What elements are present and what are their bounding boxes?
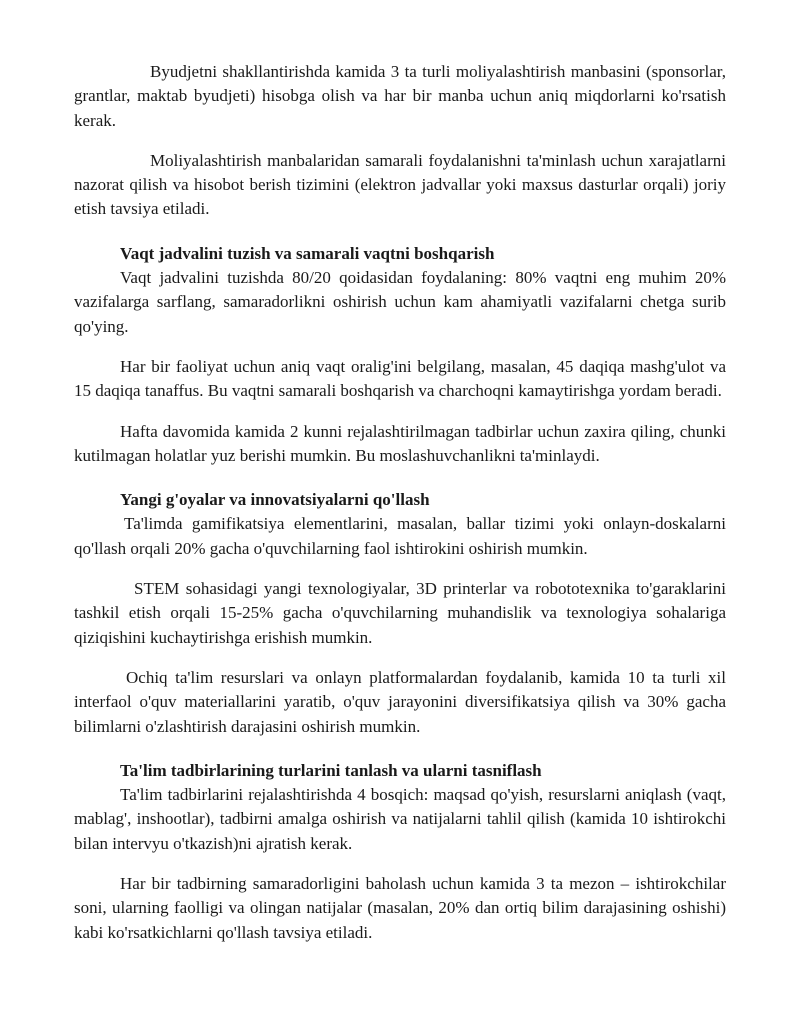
paragraph: Vaqt jadvalini tuzishda 80/20 qoidasidan foydalaning: 80% vaqtni eng muhim 20% vazifalarga sarflang, samaradorlikni oshirish uchun kam ahamiyatli vazifalarni chetga surib qo'ying.: [74, 268, 726, 336]
paragraph-budget-control: Moliyalashtirish manbalaridan samarali foydalanishni ta'minlash uchun xarajatlarni nazorat qilish va hisobot berish tizimini (elektron jadvallar yoki maxsus dasturlar orqali) joriy etish tavsiya etiladi.: [74, 150, 726, 219]
paragraph-budget-sources: Byudjetni shakllantirishda kamida 3 ta turli moliyalashtirish manbasini (sponsorlar, grantlar, maktab byudjeti) hisobga olish va har bir manba uchun aniq miqdorlarni ko'rsatish kerak.: [74, 62, 726, 130]
section-time-management: [74, 242, 726, 468]
paragraph: Hafta davomida kamida 2 kunni rejalashtirilmagan tadbirlar uchun zaxira qiling, chunki kutilmagan holatlar yuz berishi mumkin. Bu moslashuvchanlikni ta'minlaydi.: [74, 421, 726, 465]
document-page: [74, 60, 726, 961]
section-heading: Ta'lim tadbirlarining turlarini tanlash va ularni tasniflash: [120, 760, 542, 780]
paragraph: Har bir faoliyat uchun aniq vaqt oralig'ini belgilang, masalan, 45 daqiqa mashg'ulot va 15 daqiqa tanaffus. Bu vaqtni samarali boshqarish va charchoqni kamaytirishga yordam beradi.: [74, 356, 726, 401]
section-innovations: [74, 488, 726, 739]
paragraph: STEM sohasidagi yangi texnologiyalar, 3D printerlar va robototexnika to'garaklarini tashkil etish orqali 15-25% gacha o'quvchilarning muhandislik va texnologiya sohalariga qiziqishini kuchaytirishga erishish mumkin.: [74, 579, 726, 647]
section-heading: Vaqt jadvalini tuzish va samarali vaqtni boshqarish: [120, 243, 495, 263]
paragraph: Ta'lim tadbirlarini rejalashtirishda 4 bosqich: maqsad qo'yish, resurslarni aniqlash (vaqt, mablag', inshootlar), tadbirni amalga oshirish va natijalarni tahlil qilish (kamida 10 ishtirokchi bilan intervyu o'tkazish)ni ajratish kerak.: [74, 785, 726, 853]
paragraph: Har bir tadbirning samaradorligini baholash uchun kamida 3 ta mezon – ishtirokchilar soni, ularning faolligi va olingan natijalar (masalan, 20% dan ortiq bilim darajasining oshishi) kabi ko'rsatkichlarni qo'llash tavsiya etiladi.: [74, 874, 726, 942]
paragraph: Ochiq ta'lim resurslari va onlayn platformalardan foydalanib, kamida 10 ta turli xil interfaol o'quv materiallarini yaratib, o'quv jarayonini diversifikatsiya qilish va 30% gacha bilimlarni o'zlashtirish darajasini oshirish mumkin.: [74, 667, 726, 736]
section-heading: Yangi g'oyalar va innovatsiyalarni qo'llash: [120, 490, 430, 510]
section-event-types: [74, 759, 726, 945]
paragraph: Ta'limda gamifikatsiya elementlarini, masalan, ballar tizimi yoki onlayn-doskalarni qo'llash orqali 20% gacha o'quvchilarning faol ishtirokini oshirish mumkin.: [74, 514, 726, 558]
